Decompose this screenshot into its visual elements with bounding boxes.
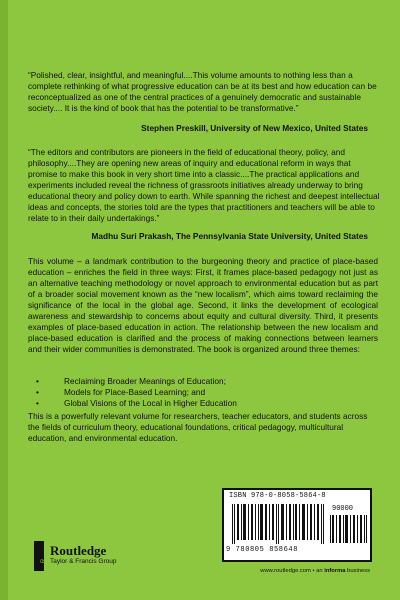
theme-label: Reclaiming Broader Meanings of Education;: [64, 376, 226, 386]
endorsement-attribution-2: Madhu Suri Prakash, The Pennsylvania State University, United States: [91, 231, 368, 241]
endorsement-quote-2: “The editors and contributors are pioneers in the field of educational theory, policy, and philosophy....They are opening new areas of inquiry and educational reform in ways that promise to make this book in very short time into a classic....The practical applications and experiments included reveal the richness of grassroots initiatives already underway to bring educational theory and policy down to earth. While spanning the richest and deepest intellectual ideas and concepts, the stories told are the types that practitioners and teachers will be able to relate to in their daily undertakings.”: [28, 147, 380, 223]
barcode: [222, 488, 372, 562]
publisher-group: Taylor & Francis Group: [50, 558, 117, 565]
book-description: This volume – a landmark contribution to the burgeoning theory and practice of place-based education – enriches the field in three ways: First, it frames place-based pedagogy not just as an alternative teaching methodology or novel approach to environmental education but as part of a broader social movement known as the “new localism”, which aims toward reclaiming the significance of the local in the global age. Second, it links the development of ecological awareness and stewardship to concerns about equity and cultural diversity. Third, it presents examples of place-based education in action. The relationship between the new localism and place-based education is clarified and the process of making connections between learners and their wider communities is demonstrated. The book is organized around three themes:: [28, 256, 378, 354]
isbn-label: ISBN 978-0-8058-5864-8: [229, 492, 326, 500]
separator: •: [312, 568, 317, 574]
publisher-website: [260, 568, 370, 574]
endorsement-quote-1: “Polished, clear, insightful, and meaningful....This volume amounts to nothing less than a complete rethinking of what progressive education can be at its best and how education can be reconceptualized as one of the central practices of a genuinely democratic and sustainable society.... It is the kind of book that has the potential to be transformative.”: [28, 70, 377, 113]
bullet-icon: •: [36, 387, 39, 397]
theme-item: [36, 376, 356, 387]
informa-brand: informa: [324, 568, 346, 574]
theme-item: [36, 398, 356, 409]
price-code: 90000: [332, 505, 354, 513]
bullet-icon: •: [36, 398, 39, 408]
themes-list: [36, 376, 356, 409]
publisher-name: Routledge: [50, 543, 107, 558]
audience-statement: This is a powerfully relevant volume for researchers, teacher educators, and students across the fields of curriculum theory, educational foundations, critical pedagogy, multicultural education, and environmental education.: [28, 411, 368, 443]
svg-text:R: R: [41, 558, 47, 564]
barcode-bars: [232, 504, 326, 544]
theme-label: Global Visions of the Local in Higher Education: [64, 398, 237, 408]
endorsement-attribution-1: Stephen Preskill, University of New Mexico, United States: [141, 123, 368, 133]
theme-label: Models for Place-Based Learning; and: [64, 387, 206, 397]
barcode-number: 9 780805 858648: [226, 546, 299, 554]
website-url: www.routledge.com: [260, 568, 311, 574]
routledge-mark-icon: [34, 541, 47, 571]
tagline-suffix: business: [347, 568, 370, 574]
bullet-icon: •: [36, 376, 39, 386]
spine-edge: [0, 0, 8, 600]
theme-item: [36, 387, 356, 398]
price-barcode-bars: [330, 515, 368, 543]
tagline-prefix: an: [316, 568, 323, 574]
